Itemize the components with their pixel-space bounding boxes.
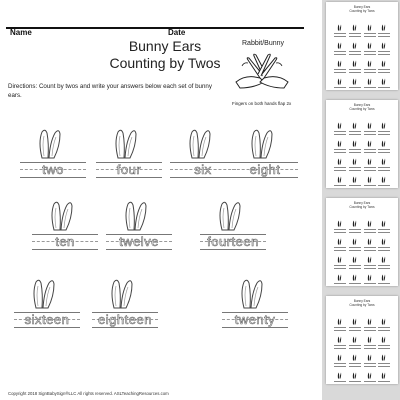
thumbnail-item <box>378 354 390 368</box>
bunny-ears-pair <box>92 278 158 308</box>
bunny-ears-pair <box>222 278 288 308</box>
tracing-lines <box>170 162 236 178</box>
page-thumbnail[interactable] <box>326 296 398 384</box>
bunny-ears-icon <box>122 200 152 232</box>
page-thumbnail[interactable] <box>326 100 398 188</box>
bunny-ears-icon <box>112 128 142 160</box>
bunny-ears-pair <box>20 128 86 158</box>
thumbnail-item <box>334 274 346 286</box>
date-label: Date <box>168 28 186 37</box>
thumbnail-item <box>349 256 361 270</box>
thumbnail-item <box>364 24 376 38</box>
tracing-word: two <box>42 162 64 177</box>
thumbnail-item <box>334 78 346 90</box>
rabbit-sign-hands-icon <box>230 52 294 92</box>
thumbnail-item <box>364 256 376 270</box>
thumbnail-item <box>349 140 361 154</box>
thumbnail-item <box>378 176 390 188</box>
tracing-word: eight <box>249 162 281 177</box>
tracing-lines <box>20 162 86 178</box>
thumbnail-item <box>334 140 346 154</box>
tracing-word: six <box>194 162 212 177</box>
thumbnail-item <box>349 354 361 368</box>
thumbnail-item <box>378 24 390 38</box>
tracing-word: four <box>116 162 142 177</box>
bunny-ears-pair <box>170 128 236 158</box>
thumbnail-item <box>334 60 346 74</box>
sign-label: Rabbit/Bunny <box>242 40 285 47</box>
thumbnail-item <box>364 122 376 136</box>
thumbnail-title-line1: Bunny Ears <box>353 5 371 9</box>
thumbnail-item <box>364 372 376 384</box>
bunny-ears-icon <box>36 128 66 160</box>
thumbnail-item <box>334 336 346 350</box>
tracing-lines <box>32 234 98 250</box>
bunny-ears-pair <box>106 200 172 230</box>
page-thumbnail[interactable] <box>326 2 398 90</box>
tracing-lines <box>106 234 172 250</box>
tracing-word: fourteen <box>207 234 259 249</box>
thumbnail-item <box>364 354 376 368</box>
bunny-ears-icon <box>248 128 278 160</box>
name-label: Name <box>10 28 32 37</box>
thumbnail-item <box>334 372 346 384</box>
thumbnail-item <box>349 78 361 90</box>
page-thumbnails-panel <box>322 0 400 400</box>
thumbnail-title-line1: Bunny Ears <box>353 103 371 107</box>
thumbnail-item <box>349 60 361 74</box>
sign-caption: Fingers on both hands flap 2x <box>232 101 292 106</box>
directions-text: Directions: Count by twos and write your answers below each set of bunny ears. <box>8 83 212 99</box>
bunny-ears-icon <box>30 278 60 310</box>
copyright-text: Copyright 2018 SignBabySign®LLC All rights reserved. ASLTeachingResources.com <box>8 391 169 396</box>
thumbnail-item <box>349 238 361 252</box>
bunny-ears-pair <box>32 200 98 230</box>
thumbnail-item <box>364 78 376 90</box>
thumbnail-item <box>334 354 346 368</box>
thumbnail-item <box>349 274 361 286</box>
thumbnail-item <box>349 158 361 172</box>
bunny-ears-icon <box>186 128 216 160</box>
thumbnail-item <box>349 176 361 188</box>
thumbnail-item <box>378 318 390 332</box>
thumbnail-title-line2: Counting by Twos <box>349 303 375 307</box>
thumbnail-item <box>334 220 346 234</box>
thumbnail-item <box>349 372 361 384</box>
bunny-ears-icon <box>48 200 78 232</box>
thumbnail-item <box>364 274 376 286</box>
thumbnail-title-line2: Counting by Twos <box>349 205 375 209</box>
thumbnail-item <box>334 158 346 172</box>
bunny-ears-icon <box>108 278 138 310</box>
thumbnail-item <box>349 318 361 332</box>
thumbnail-item <box>378 42 390 56</box>
bunny-ears-pair <box>200 200 266 230</box>
tracing-word: twenty <box>234 312 276 327</box>
thumbnail-item <box>378 158 390 172</box>
thumbnail-item <box>364 42 376 56</box>
thumbnail-item <box>378 60 390 74</box>
thumbnail-item <box>378 122 390 136</box>
thumbnail-item <box>334 176 346 188</box>
thumbnail-item <box>334 24 346 38</box>
thumbnail-item <box>349 122 361 136</box>
worksheet-title-line1: Bunny Ears <box>128 38 202 54</box>
bunny-ears-icon <box>238 278 268 310</box>
thumbnail-item <box>334 256 346 270</box>
tracing-lines <box>14 312 80 328</box>
thumbnail-item <box>378 78 390 90</box>
thumbnail-item <box>364 238 376 252</box>
worksheet-title-line2: Counting by Twos <box>109 55 221 71</box>
thumbnail-item <box>378 220 390 234</box>
tracing-lines <box>232 162 298 178</box>
tracing-lines <box>222 312 288 328</box>
tracing-lines <box>200 234 266 250</box>
tracing-lines <box>92 312 158 328</box>
thumbnail-item <box>364 158 376 172</box>
thumbnail-item <box>349 24 361 38</box>
thumbnail-item <box>334 238 346 252</box>
thumbnail-item <box>378 372 390 384</box>
thumbnail-item <box>378 274 390 286</box>
thumbnail-title-line2: Counting by Twos <box>349 107 375 111</box>
thumbnail-item <box>349 336 361 350</box>
header-rule <box>6 27 304 29</box>
bunny-ears-pair <box>14 278 80 308</box>
thumbnail-item <box>378 336 390 350</box>
thumbnail-item <box>364 176 376 188</box>
tracing-word: twelve <box>119 234 159 249</box>
thumbnail-item <box>364 336 376 350</box>
thumbnail-item <box>334 42 346 56</box>
thumbnail-item <box>364 60 376 74</box>
thumbnail-item <box>378 256 390 270</box>
bunny-ears-pair <box>96 128 162 158</box>
page-thumbnail[interactable] <box>326 198 398 286</box>
thumbnail-item <box>334 122 346 136</box>
thumbnail-item <box>378 238 390 252</box>
thumbnail-item <box>364 140 376 154</box>
bunny-ears-icon <box>216 200 246 232</box>
thumbnail-item <box>364 318 376 332</box>
thumbnail-item <box>349 42 361 56</box>
tracing-word: ten <box>55 234 75 249</box>
tracing-word: sixteen <box>24 312 70 327</box>
thumbnail-item <box>349 220 361 234</box>
bunny-ears-pair <box>232 128 298 158</box>
thumbnail-item <box>378 140 390 154</box>
thumbnail-title-line2: Counting by Twos <box>349 9 375 13</box>
thumbnail-title-line1: Bunny Ears <box>353 201 371 205</box>
thumbnail-item <box>364 220 376 234</box>
thumbnail-title-line1: Bunny Ears <box>353 299 371 303</box>
tracing-word: eighteen <box>98 312 152 327</box>
thumbnail-item <box>334 318 346 332</box>
tracing-lines <box>96 162 162 178</box>
